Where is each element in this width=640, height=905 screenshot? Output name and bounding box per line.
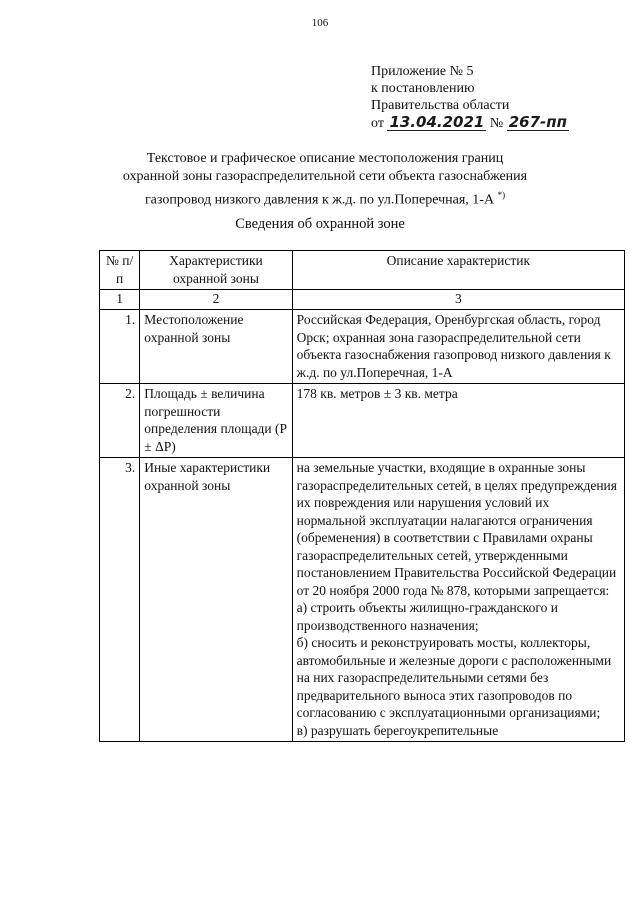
row-characteristic: Площадь ± величина погрешности определения площади (Р ± ΔР): [140, 384, 292, 458]
restriction-item-c: в) разрушать берегоукрепительные: [296, 722, 499, 738]
footnote-mark: *): [497, 190, 506, 200]
handwritten-number: 267-пп: [508, 113, 567, 131]
table-header-row: [100, 251, 625, 290]
zone-table: [99, 250, 625, 742]
title-line-1: Текстовое и графическое описание местоположения границ: [146, 151, 504, 166]
title-line-3: [60, 186, 590, 210]
row-description: Российская Федерация, Оренбургская область, город Орск; охранная зона газораспределительной сети объекта газоснабжения газопровод низкого давления к ж.д. по ул.Поперечная, 1-А: [292, 310, 624, 384]
handwritten-date: 13.04.2021: [389, 113, 485, 131]
index-cell-2: 2: [140, 290, 292, 310]
section-subtitle: Сведения об охранной зоне: [235, 216, 405, 232]
document-title: [60, 150, 590, 210]
appendix-line-1: Приложение № 5: [371, 64, 474, 79]
table-row: [100, 310, 625, 384]
row-characteristic: Иные характеристики охранной зоны: [140, 458, 292, 742]
table-row: [100, 384, 625, 458]
title-line-3-text: газопровод низкого давления к ж.д. по ул.Поперечная, 1-А: [144, 192, 495, 208]
row-num: 1.: [100, 310, 140, 384]
from-label: от: [371, 116, 384, 131]
appendix-date-line: [371, 114, 569, 132]
header-characteristic: Характеристики охранной зоны: [140, 251, 292, 290]
row-num: 3.: [100, 458, 140, 742]
appendix-block: [371, 63, 569, 132]
restriction-item-b: б) сносить и реконструировать мосты, коллекторы, автомобильные и железные дороги с расположенными на них газораспределительными сетями без предварительного выноса этих газопроводов по согласованию с эксплуатационными организациями;: [296, 635, 612, 720]
row-characteristic: Местоположение охранной зоны: [140, 310, 292, 384]
appendix-line-3: Правительства области: [371, 98, 510, 113]
restriction-item-a: а) строить объекты жилищно-гражданского и производственного назначения;: [296, 600, 558, 633]
row-num: 2.: [100, 384, 140, 458]
appendix-line-2: к постановлению: [371, 81, 475, 96]
index-cell-1: 1: [100, 290, 140, 310]
title-line-2: охранной зоны газораспределительной сети объекта газоснабжения: [122, 169, 528, 184]
page-number: 106: [311, 17, 329, 29]
restriction-intro: на земельные участки, входящие в охранные зоны газораспределительных сетей, в целях предупреждения их повреждения или нарушения условий их нормальной эксплуатации налагаются ограничения (обременения) в соответствии с Правилами охраны газораспределительных сетей, утвержденными постановлением Правительства Российской Федерации от 20 ноября 2000 года № 878, которыми запрещается:: [296, 460, 617, 598]
header-description: Описание характеристик: [292, 251, 624, 290]
table-row: [100, 458, 625, 742]
number-label: №: [489, 116, 504, 131]
row-description: 178 кв. метров ± 3 кв. метра: [292, 384, 624, 458]
row-description: [292, 458, 624, 742]
header-num: № п/п: [100, 251, 140, 290]
table-index-row: [100, 290, 625, 310]
index-cell-3: 3: [292, 290, 624, 310]
